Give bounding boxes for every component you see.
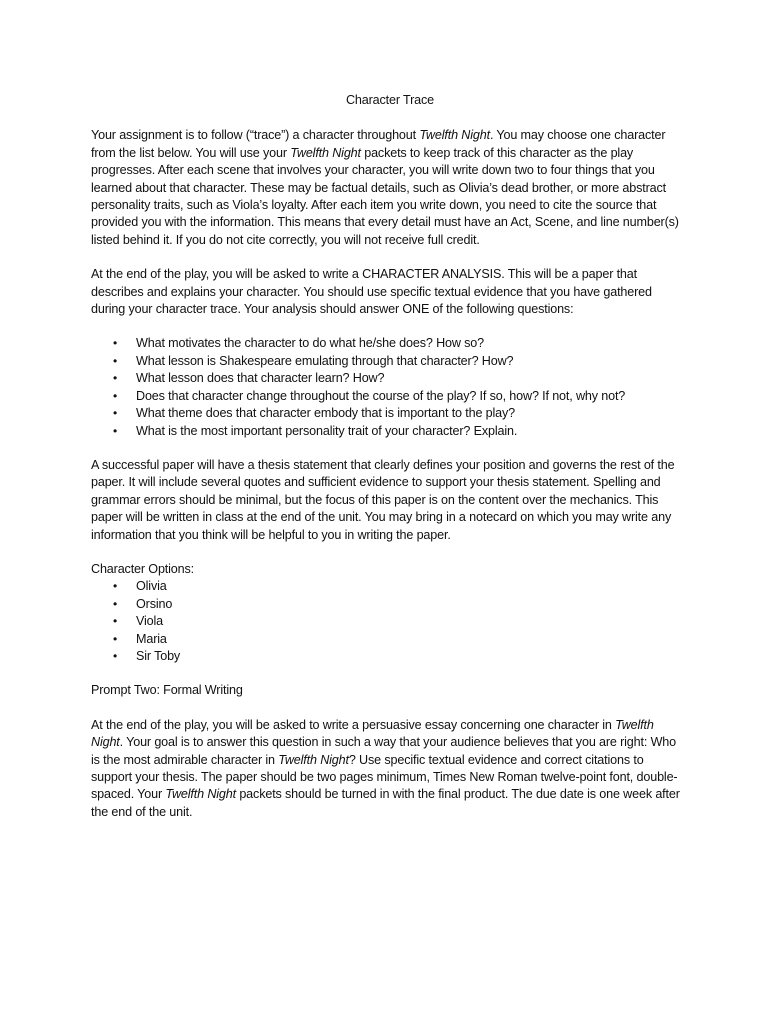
bullet-icon: • xyxy=(113,648,118,663)
bullet-icon: • xyxy=(113,371,118,386)
play-title-italic: Twelfth Night xyxy=(165,787,236,802)
question-text: What lesson does that character learn? How? xyxy=(136,371,385,386)
questions-list xyxy=(91,335,681,439)
bullet-icon: • xyxy=(113,614,118,629)
bullet-icon: • xyxy=(113,336,118,351)
list-item xyxy=(91,631,681,648)
options-heading: Character Options: xyxy=(91,561,194,576)
character-option: Maria xyxy=(136,631,167,646)
bullet-icon: • xyxy=(113,388,118,403)
list-item xyxy=(91,423,681,440)
question-text: Does that character change throughout the course of the play? If so, how? If not, why not? xyxy=(136,388,626,403)
bullet-icon: • xyxy=(113,579,118,594)
persuasive-essay-paragraph xyxy=(91,717,681,821)
bullet-icon: • xyxy=(113,353,118,368)
list-item xyxy=(91,335,681,352)
successful-paper-paragraph: A successful paper will have a thesis statement that clearly defines your position and governs the rest of the paper. It will include several quotes and sufficient evidence to support your thesis statement. Spelling and grammar errors should be minimal, but the focus of this paper is on the content over the mechanics. This paper will be written in class at the end of the unit. You may bring in a notecard on which you may write any information that you think will be helpful to you in writing the paper. xyxy=(91,457,675,542)
text-run: packets to keep track of this character as the play progresses. After each scene that involves your character, you will write down two to four things that you learned about that character. These may be factual details, such as Olivia’s dead brother, or more abstract personality traits, such as Viola’s loyalty. After each item you write down, you need to cite the source that provided you with the information. This means that every detail must have an Act, Scene, and line number(s) listed behind it. If you do not cite correctly, you will not receive full credit. xyxy=(91,145,679,247)
text-run: Your assignment is to follow (“trace”) a character throughout xyxy=(91,128,420,143)
play-title-italic: Twelfth Night xyxy=(419,128,490,143)
character-option: Olivia xyxy=(136,579,167,594)
text-run: At the end of the play, you will be asked to write a persuasive essay concerning one character in xyxy=(91,717,616,732)
character-option: Viola xyxy=(136,614,164,629)
assignment-paragraph xyxy=(91,127,681,249)
play-title-italic: Twelfth Night xyxy=(290,145,361,160)
question-text: What motivates the character to do what he/she does? How so? xyxy=(136,336,485,351)
text-run: ? Use specific textual evidence and correct citations to support your thesis. The paper should be two pages minimum, Times New Roman twelve-point font, double-spaced. Your xyxy=(91,752,678,802)
document-title: Character Trace xyxy=(345,93,435,107)
play-title-italic: Twelfth Night xyxy=(278,752,349,767)
prompt-two-heading: Prompt Two: Formal Writing xyxy=(91,683,243,698)
analysis-paragraph: At the end of the play, you will be asked to write a CHARACTER ANALYSIS. This will be a paper that describes and explains your character. You should use specific textual evidence that you have gathered during your character trace. Your analysis should answer ONE of the following questions: xyxy=(91,267,652,317)
play-title-italic: Twelfth Night xyxy=(91,717,654,750)
list-item xyxy=(91,596,681,613)
character-option: Sir Toby xyxy=(136,648,181,663)
bullet-icon: • xyxy=(113,631,118,646)
text-run: packets should be turned in with the final product. The due date is one week after the end of the unit. xyxy=(91,787,680,819)
list-item xyxy=(91,613,681,630)
list-item xyxy=(91,388,681,405)
character-options-list xyxy=(91,578,681,665)
bullet-icon: • xyxy=(113,596,118,611)
list-item xyxy=(91,578,681,595)
text-run: . You may choose one character from the list below. You will use your xyxy=(91,128,666,160)
question-text: What theme does that character embody that is important to the play? xyxy=(136,406,516,421)
list-item xyxy=(91,405,681,422)
list-item xyxy=(91,370,681,387)
bullet-icon: • xyxy=(113,423,118,438)
character-option: Orsino xyxy=(136,596,173,611)
list-item xyxy=(91,353,681,370)
bullet-icon: • xyxy=(113,406,118,421)
document-page xyxy=(91,92,681,838)
text-run: . Your goal is to answer this question in such a way that your audience believes that you are right: Who is the most admirable character in xyxy=(91,735,677,767)
list-item xyxy=(91,648,681,665)
question-text: What lesson is Shakespeare emulating through that character? How? xyxy=(136,353,514,368)
question-text: What is the most important personality trait of your character? Explain. xyxy=(136,423,518,438)
